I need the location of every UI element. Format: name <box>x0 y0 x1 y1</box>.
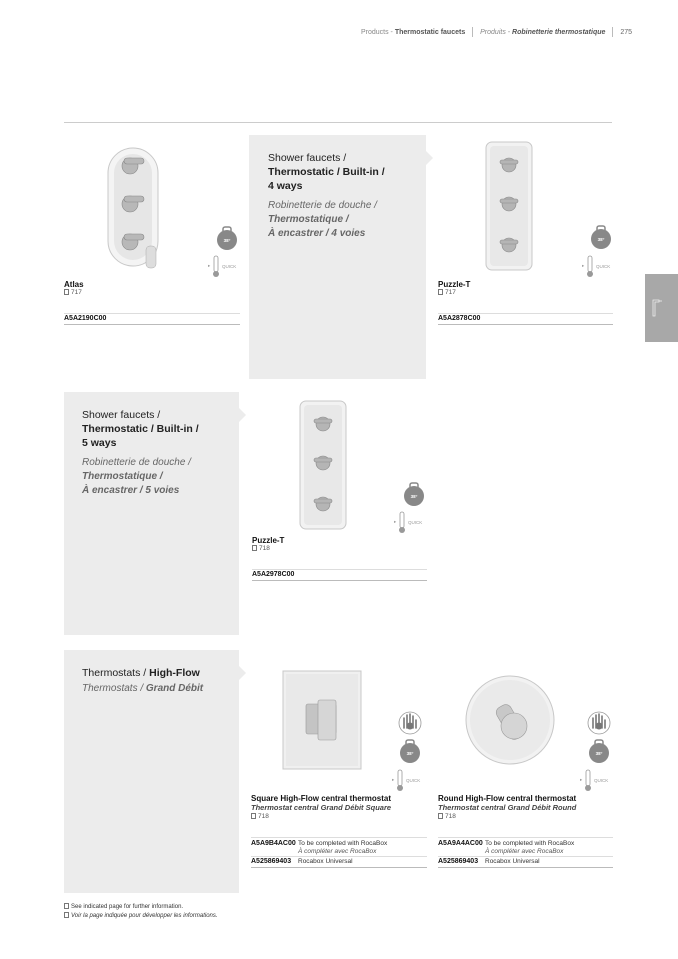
puzzle-t-5-ways-product-image <box>298 400 348 530</box>
row-divider <box>438 856 613 857</box>
hand-safety-icon <box>586 708 612 736</box>
section-panel-5-ways <box>64 392 239 635</box>
product-name: Round High-Flow central thermostat <box>438 794 577 803</box>
round-thermostat-product-image <box>464 674 556 766</box>
section-title-fr: Thermostats / <box>82 683 146 694</box>
panel-arrow <box>239 666 246 680</box>
page-reference[interactable] <box>438 813 456 820</box>
section-title-en: Shower faucets / <box>268 152 347 164</box>
panel-arrow <box>426 151 433 165</box>
document-icon <box>252 545 257 551</box>
quick-label: QUICK <box>408 520 423 525</box>
page-reference[interactable] <box>438 289 456 296</box>
temperature-badge-label: 38° <box>595 751 603 756</box>
page-reference[interactable] <box>64 289 82 296</box>
square-thermostat-product-image <box>282 670 364 772</box>
section-title-fr: À encastrer / 5 voies <box>82 485 180 496</box>
header-fr-title: Robinetterie thermostatique <box>512 28 606 36</box>
section-title-fr: Robinetterie de douche / <box>82 457 191 468</box>
svg-text:▸: ▸ <box>208 263 211 268</box>
row-divider <box>252 580 427 581</box>
temperature-badge-label: 38° <box>223 238 231 243</box>
document-icon <box>64 912 69 918</box>
row-divider <box>64 313 240 314</box>
row-divider <box>252 569 427 570</box>
document-icon <box>64 289 69 295</box>
row-divider <box>438 837 613 838</box>
header-divider <box>472 27 473 37</box>
quick-label: QUICK <box>222 264 237 269</box>
temperature-badge-icon <box>588 224 614 252</box>
page-reference-number: 718 <box>259 545 270 552</box>
footnote-en-text: See indicated page for further information. <box>71 904 184 910</box>
panel-arrow <box>239 408 246 422</box>
page-reference-number: 718 <box>258 813 269 820</box>
product-name-fr: Thermostat central Grand Débit Round <box>438 803 577 812</box>
page-reference-number: 718 <box>445 813 456 820</box>
page-reference-number: 717 <box>445 289 456 296</box>
svg-text:▸: ▸ <box>392 777 395 782</box>
section-title-en-bold: High-Flow <box>149 667 200 679</box>
section-title-fr: Thermostatique / <box>82 471 163 482</box>
document-icon <box>251 813 256 819</box>
section-title-fr: Thermostatique / <box>268 214 349 225</box>
section-title-en: 4 ways <box>268 180 303 192</box>
footnote-en <box>64 903 183 910</box>
page-number: 275 <box>620 28 632 36</box>
product-code: A5A9A4AC00 <box>438 840 483 847</box>
quick-thermometer-icon <box>582 254 616 280</box>
hand-safety-icon <box>397 708 423 736</box>
section-title-fr: À encastrer / 4 voies <box>268 228 366 239</box>
quick-thermometer-icon <box>580 768 614 794</box>
svg-text:▸: ▸ <box>580 777 583 782</box>
product-code: A5A9B4AC00 <box>251 840 296 847</box>
puzzle-t-4-ways-product-image <box>484 141 534 271</box>
section-title-fr: Robinetterie de douche / <box>268 200 377 211</box>
product-name: Atlas <box>64 280 84 289</box>
top-rule <box>64 122 612 123</box>
product-name: Puzzle-T <box>438 280 471 289</box>
quick-thermometer-icon <box>392 768 426 794</box>
section-title-en: Thermostatic / Built-in / <box>268 166 385 178</box>
quick-label: QUICK <box>596 264 611 269</box>
temperature-badge-label: 38° <box>597 237 605 242</box>
product-note: To be completed with RocaBox <box>485 840 575 847</box>
temperature-badge-icon <box>401 481 427 509</box>
temperature-badge-label: 38° <box>410 494 418 499</box>
row-divider <box>251 856 427 857</box>
product-note: To be completed with RocaBox <box>298 840 388 847</box>
header-divider <box>612 27 613 37</box>
section-title-en: Thermostatic / Built-in / <box>82 423 199 435</box>
document-icon <box>64 903 69 909</box>
product-code: A5A2878C00 <box>438 315 481 322</box>
page-reference-number: 717 <box>71 289 82 296</box>
row-divider <box>438 324 613 325</box>
section-title-en: 5 ways <box>82 437 117 449</box>
header-fr-prefix: Produits - <box>480 28 513 36</box>
quick-label: QUICK <box>594 778 609 783</box>
product-name: Square High-Flow central thermostat <box>251 794 392 803</box>
faucet-icon <box>651 298 663 318</box>
header-en-prefix: Products - <box>360 28 395 36</box>
page-reference[interactable] <box>252 545 270 552</box>
quick-thermometer-icon <box>208 254 242 280</box>
product-code: A525869403 <box>251 858 292 865</box>
quick-label: QUICK <box>406 778 421 783</box>
document-icon <box>438 813 443 819</box>
page-header <box>361 27 632 37</box>
header-en-title: Thermostatic faucets <box>394 28 466 36</box>
product-code: A525869403 <box>438 858 479 865</box>
section-panel-4-ways <box>249 135 426 379</box>
footnote-fr-text: Voir la page indiquée pour développer les informations. <box>71 913 218 919</box>
product-name: Puzzle-T <box>252 536 285 545</box>
quick-thermometer-icon <box>394 510 428 536</box>
atlas-product-image <box>90 142 182 272</box>
temperature-badge-icon <box>214 225 240 253</box>
product-note-fr: À compléter avec RocaBox <box>298 848 377 855</box>
section-title-en: Thermostats / <box>82 667 150 679</box>
svg-text:▸: ▸ <box>582 263 585 268</box>
product-note: Rocabox Universal <box>298 858 353 865</box>
product-code: A5A2190C00 <box>64 315 107 322</box>
product-note-fr: À compléter avec RocaBox <box>485 848 564 855</box>
temperature-badge-icon <box>586 738 612 766</box>
side-tab[interactable] <box>645 274 678 342</box>
row-divider <box>438 313 613 314</box>
footnote-fr <box>64 912 218 919</box>
row-divider <box>251 837 427 838</box>
temperature-badge-label: 38° <box>406 751 414 756</box>
document-icon <box>438 289 443 295</box>
product-note: Rocabox Universal <box>485 858 540 865</box>
product-code: A5A2978C00 <box>252 571 295 578</box>
section-panel-high-flow <box>64 650 239 893</box>
temperature-badge-icon <box>397 738 423 766</box>
product-name-fr: Thermostat central Grand Débit Square <box>251 803 392 812</box>
svg-text:▸: ▸ <box>394 519 397 524</box>
section-title-fr-bold: Grand Débit <box>145 683 204 694</box>
row-divider <box>251 867 427 868</box>
page-reference[interactable] <box>251 813 269 820</box>
section-title-en: Shower faucets / <box>82 409 161 421</box>
row-divider <box>438 867 613 868</box>
row-divider <box>64 324 240 325</box>
